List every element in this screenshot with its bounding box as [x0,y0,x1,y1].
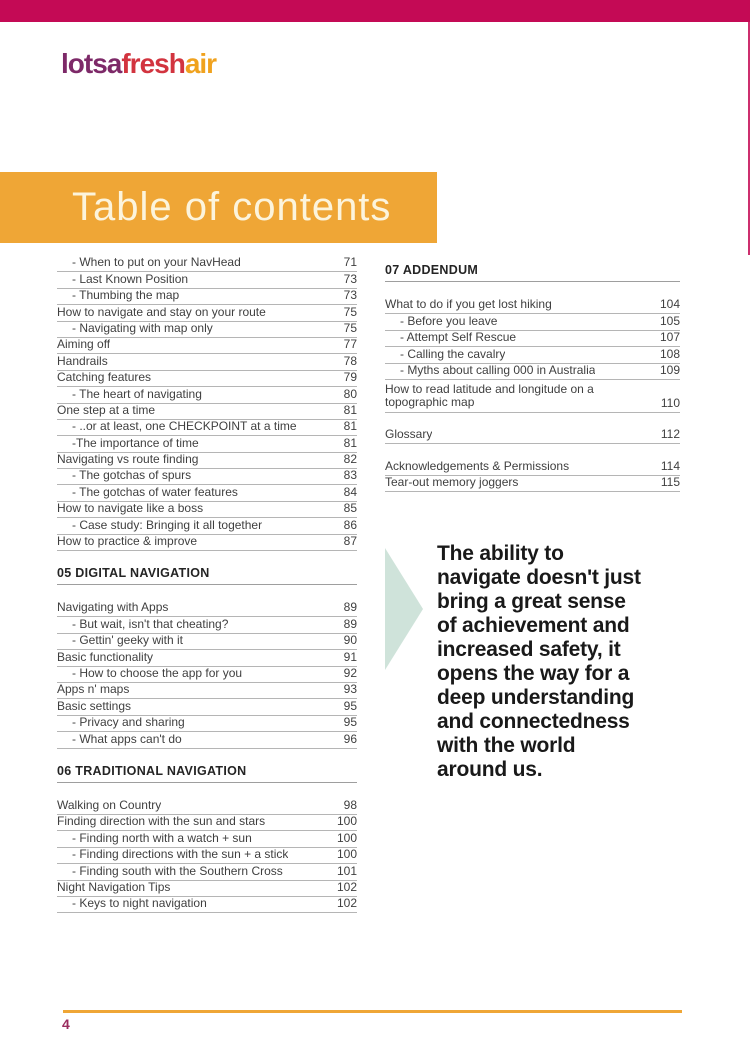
toc-row[interactable] [385,380,680,413]
toc-row[interactable] [57,404,357,420]
brand-logo-segment-fresh: fresh [121,48,185,79]
toc-row-page: 82 [343,452,357,467]
quote-line: navigate doesn't just [437,566,641,589]
toc-section-heading: 06 TRADITIONAL NAVIGATION [57,764,357,783]
toc-row-page: 71 [343,255,357,270]
footer-rule [63,1010,682,1013]
toc-row-page: 73 [343,271,357,286]
toc-section [57,256,357,551]
toc-row[interactable] [57,716,357,732]
toc-row-page: 89 [343,616,357,631]
toc-row[interactable] [57,322,357,338]
quote-line: deep understanding [437,686,635,709]
toc-row-label: Navigating vs route finding [57,452,199,467]
toc-section [385,263,680,413]
toc-row-page: 83 [343,468,357,483]
quote-line: of achievement and [437,614,630,637]
toc-row-label: - Calling the cavalry [400,346,506,361]
toc-row-label: - The gotchas of water features [72,484,238,499]
title-band [0,172,437,243]
toc-row-page: 96 [343,731,357,746]
toc-row[interactable] [385,364,680,380]
toc-row-page: 73 [343,288,357,303]
toc-row-label: One step at a time [57,402,156,417]
toc-row-label: - Last Known Position [72,271,189,286]
toc-row-label: - Privacy and sharing [72,715,185,730]
toc-row-label: -The importance of time [72,435,199,450]
toc-row[interactable] [57,420,357,436]
toc-row-page: 114 [660,458,680,473]
toc-row-page: 100 [336,830,357,845]
toc-section [385,459,680,492]
toc-row[interactable] [57,601,357,617]
toc-section-heading: 05 DIGITAL NAVIGATION [57,566,357,585]
toc-row-label: - Attempt Self Rescue [400,330,517,345]
toc-row[interactable] [57,289,357,305]
toc-row[interactable] [57,272,357,288]
toc-row[interactable] [385,298,680,314]
toc-row[interactable] [57,815,357,831]
toc-row[interactable] [57,387,357,403]
toc-row-page: 100 [336,814,357,829]
toc-row-page: 90 [343,633,357,648]
toc-row-label: - ..or at least, one CHECKPOINT at a time [72,419,297,434]
toc-row[interactable] [57,699,357,715]
toc-row-page: 75 [343,320,357,335]
toc-row[interactable] [57,518,357,534]
page-number: 4 [62,1016,70,1032]
toc-row[interactable] [57,799,357,815]
toc-row-label: - Case study: Bringing it all together [72,517,263,532]
toc-row-page: 110 [660,395,680,410]
toc-row-page: 100 [336,847,357,862]
toc-row-label: - Gettin' geeky with it [72,633,183,648]
toc-row-page: 78 [343,353,357,368]
toc-row[interactable] [57,831,357,847]
toc-row-label: Handrails [57,353,108,368]
toc-row-label: - Thumbing the map [72,288,180,303]
quote-line: bring a great sense [437,590,626,613]
toc-row-page: 91 [343,649,357,664]
toc-row-label: Finding direction with the sun and stars [57,814,266,829]
toc-row[interactable] [57,897,357,913]
toc-row-page: 98 [343,797,357,812]
toc-row-page: 112 [660,427,680,442]
toc-row-page: 102 [336,896,357,911]
toc-column-right [385,256,680,492]
toc-row-label: - The heart of navigating [72,386,202,401]
quote-line: opens the way for a [437,662,630,685]
toc-row[interactable] [385,459,680,475]
toc-row-label: How to practice & improve [57,534,198,549]
toc-row[interactable] [57,502,357,518]
toc-row-page: 105 [659,313,680,328]
toc-row-page: 81 [343,419,357,434]
quote-line: and connectedness [437,710,630,733]
toc-row[interactable] [57,864,357,880]
toc-row[interactable] [385,476,680,492]
toc-row-label: Glossary [385,427,433,442]
quote-line: around us. [437,758,543,781]
quote-arrow-icon [385,548,423,670]
toc-row-label: Tear-out memory joggers [385,475,519,490]
brand-logo [61,48,216,80]
page-title: Table of contents [72,185,392,229]
toc-row-page: 81 [343,402,357,417]
toc-row[interactable] [57,535,357,551]
toc-row-label: Apps n' maps [57,682,130,697]
toc-row-page: 102 [336,879,357,894]
toc-row-page: 92 [343,665,357,680]
brand-logo-segment-air: air [184,48,217,79]
toc-row[interactable] [57,683,357,699]
toc-section-heading: 07 ADDENDUM [385,263,680,282]
toc-row[interactable] [57,848,357,864]
toc-row-label: - Finding directions with the sun + a stick [72,847,289,862]
toc-row-page: 93 [343,682,357,697]
toc-row-label: - How to choose the app for you [72,665,243,680]
toc-row[interactable] [385,428,680,444]
toc-row-label: How to navigate like a boss [57,501,204,516]
toc-row-label: - Myths about calling 000 in Australia [400,362,596,377]
toc-row[interactable] [57,305,357,321]
brand-logo-segment-lotsa: lotsa [61,48,122,79]
quote-line: increased safety, it [437,638,621,661]
toc-row-page: 108 [659,346,680,361]
toc-row-page: 84 [343,484,357,499]
toc-row-page: 86 [343,517,357,532]
toc-row-label: - Finding north with a watch + sun [72,830,252,845]
toc-row[interactable] [385,314,680,330]
toc-column-left [57,256,357,913]
toc-row-page: 79 [343,370,357,385]
toc-row-page: 81 [343,435,357,450]
toc-section [57,764,357,914]
quote-block [437,542,697,782]
toc-row[interactable] [57,485,357,501]
top-color-bar [0,0,750,22]
toc-row[interactable] [57,469,357,485]
toc-row-label: Basic settings [57,698,132,713]
toc-row-label: Navigating with Apps [57,600,169,615]
toc-row-page: 75 [343,304,357,319]
toc-row[interactable] [57,436,357,452]
toc-row[interactable] [57,338,357,354]
toc-section [57,566,357,749]
toc-row-label: - What apps can't do [72,731,182,746]
toc-section [385,428,680,444]
toc-row-page: 80 [343,386,357,401]
toc-row[interactable] [57,634,357,650]
toc-row[interactable] [57,453,357,469]
toc-row-label: Night Navigation Tips [57,879,171,894]
toc-row[interactable] [57,732,357,748]
toc-row-label: Acknowledgements & Permissions [385,458,570,473]
toc-row-label: - But wait, isn't that cheating? [72,616,229,631]
toc-row-page: 115 [660,475,680,490]
toc-row-label: Catching features [57,370,152,385]
toc-row-label: - Before you leave [400,313,498,328]
toc-row-label: - Keys to night navigation [72,896,207,911]
toc-row-page: 104 [659,297,680,312]
toc-row[interactable] [57,617,357,633]
toc-row[interactable] [385,331,680,347]
toc-row[interactable] [57,354,357,370]
toc-row-page: 77 [343,337,357,352]
toc-row-label: - Finding south with the Southern Cross [72,863,283,878]
toc-row-label: - When to put on your NavHead [72,255,241,270]
quote-line: with the world [437,734,576,757]
toc-row-page: 109 [659,362,680,377]
toc-row[interactable] [57,256,357,272]
toc-row-page: 95 [343,715,357,730]
toc-row-label: How to navigate and stay on your route [57,304,266,319]
toc-row[interactable] [57,371,357,387]
toc-row-label: Basic functionality [57,649,154,664]
toc-row-page: 87 [343,534,357,549]
toc-row[interactable] [57,881,357,897]
toc-row-page: 101 [336,863,357,878]
toc-row-label: - The gotchas of spurs [72,468,192,483]
toc-row[interactable] [385,347,680,363]
toc-row-label: How to read latitude and longitude on a topographic map [385,382,594,410]
toc-row-page: 89 [343,600,357,615]
toc-row-label: What to do if you get lost hiking [385,297,552,312]
toc-row-label: Aiming off [57,337,111,352]
toc-row[interactable] [57,650,357,666]
toc-row-page: 85 [343,501,357,516]
toc-row[interactable] [57,667,357,683]
toc-row-page: 95 [343,698,357,713]
toc-row-page: 107 [659,330,680,345]
toc-row-label: - Navigating with map only [72,320,213,335]
quote-line: The ability to [437,542,564,565]
toc-row-label: Walking on Country [57,797,162,812]
